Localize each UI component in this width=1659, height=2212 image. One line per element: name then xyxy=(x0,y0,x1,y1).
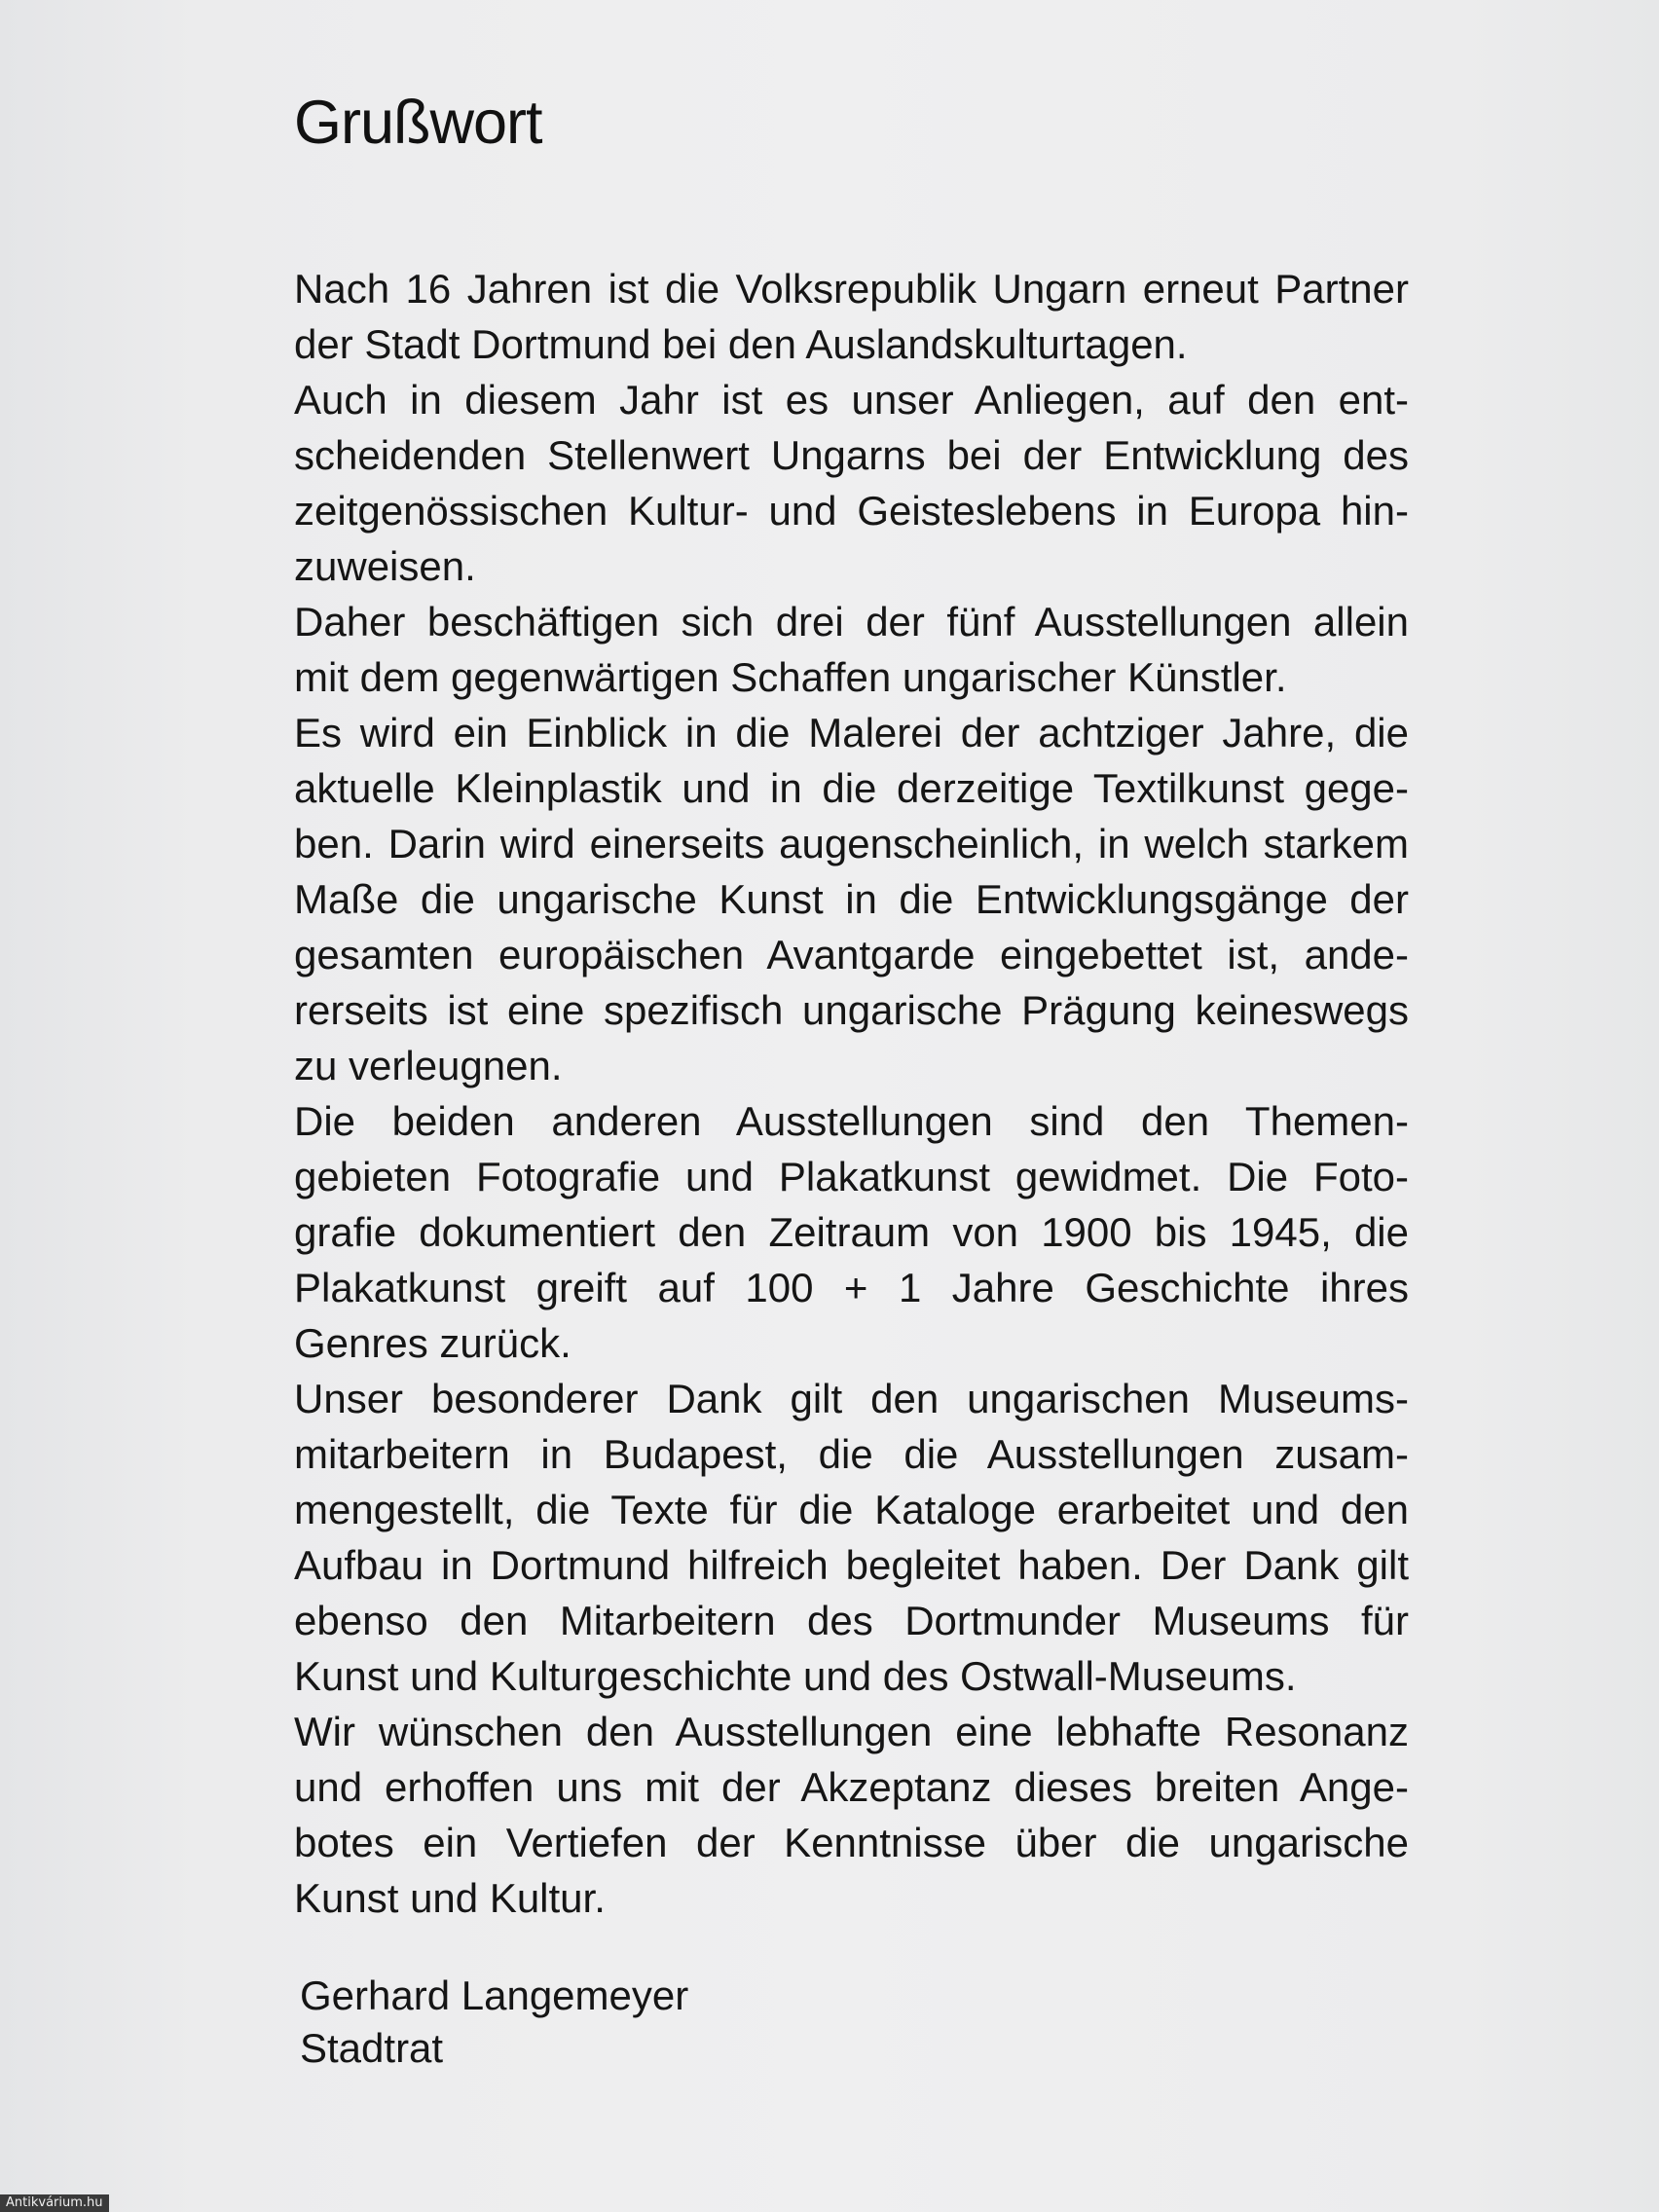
body-line: gebieten Fotografie und Plakatkunst gewidmet. Die Foto- xyxy=(294,1154,1409,1199)
body-line: Daher beschäftigen sich drei der fünf Ausstellungen allein xyxy=(294,599,1409,645)
body-line: zu verleugnen. xyxy=(294,1043,563,1088)
body-line: der Stadt Dortmund bei den Auslandskulturtagen. xyxy=(294,321,1188,367)
body-line: Es wird ein Einblick in die Malerei der achtziger Jahre, die xyxy=(294,710,1409,756)
body-line: mit dem gegenwärtigen Schaffen ungarischer Künstler. xyxy=(294,654,1287,700)
body-line: Kunst und Kultur. xyxy=(294,1875,606,1921)
signer-name: Gerhard Langemeyer xyxy=(300,1972,689,2018)
body-line: ben. Darin wird einerseits augenscheinlich, in welch starkem xyxy=(294,821,1409,866)
body-line: Kunst und Kulturgeschichte und des Ostwall-Museums. xyxy=(294,1653,1297,1699)
body-line: gesamten europäischen Avantgarde eingebettet ist, ande- xyxy=(294,932,1409,977)
body-line: Auch in diesem Jahr ist es unser Anliegen, auf den ent- xyxy=(294,377,1409,423)
body-line: und erhoffen uns mit der Akzeptanz dieses breiten Ange- xyxy=(294,1764,1409,1810)
body-line: rerseits ist eine spezifisch ungarische Prägung keineswegs xyxy=(294,987,1409,1033)
body-line: botes ein Vertiefen der Kenntnisse über die ungarische xyxy=(294,1820,1409,1865)
body-line: Unser besonderer Dank gilt den ungarischen Museums- xyxy=(294,1376,1409,1421)
signer-role: Stadtrat xyxy=(300,2025,444,2071)
body-line: Aufbau in Dortmund hilfreich begleitet haben. Der Dank gilt xyxy=(294,1542,1409,1588)
body-line: Nach 16 Jahren ist die Volksrepublik Ungarn erneut Partner xyxy=(294,266,1409,312)
body-line: grafie dokumentiert den Zeitraum von 1900 bis 1945, die xyxy=(294,1209,1409,1255)
body-line: Plakatkunst greift auf 100 + 1 Jahre Geschichte ihres xyxy=(294,1265,1409,1310)
body-line: mitarbeitern in Budapest, die die Ausstellungen zusam- xyxy=(294,1431,1409,1477)
greeting-body xyxy=(294,261,1409,1926)
body-line: Die beiden anderen Ausstellungen sind den Themen- xyxy=(294,1098,1409,1144)
body-line: zeitgenössischen Kultur- und Geisteslebens in Europa hin- xyxy=(294,488,1409,534)
body-line: Wir wünschen den Ausstellungen eine lebhafte Resonanz xyxy=(294,1709,1409,1754)
body-line: Maße die ungarische Kunst in die Entwicklungsgänge der xyxy=(294,876,1409,922)
body-line: ebenso den Mitarbeitern des Dortmunder Museums für xyxy=(294,1598,1409,1643)
watermark-badge: Antikvárium.hu xyxy=(0,2194,109,2212)
page-title: Grußwort xyxy=(294,89,542,157)
body-line: mengestellt, die Texte für die Kataloge erarbeitet und den xyxy=(294,1487,1409,1532)
body-line: Genres zurück. xyxy=(294,1320,571,1366)
body-line: scheidenden Stellenwert Ungarns bei der Entwicklung des xyxy=(294,432,1409,478)
signature-block xyxy=(300,1970,688,2075)
body-line: aktuelle Kleinplastik und in die derzeitige Textilkunst gege- xyxy=(294,765,1409,811)
body-line: zuweisen. xyxy=(294,543,476,589)
